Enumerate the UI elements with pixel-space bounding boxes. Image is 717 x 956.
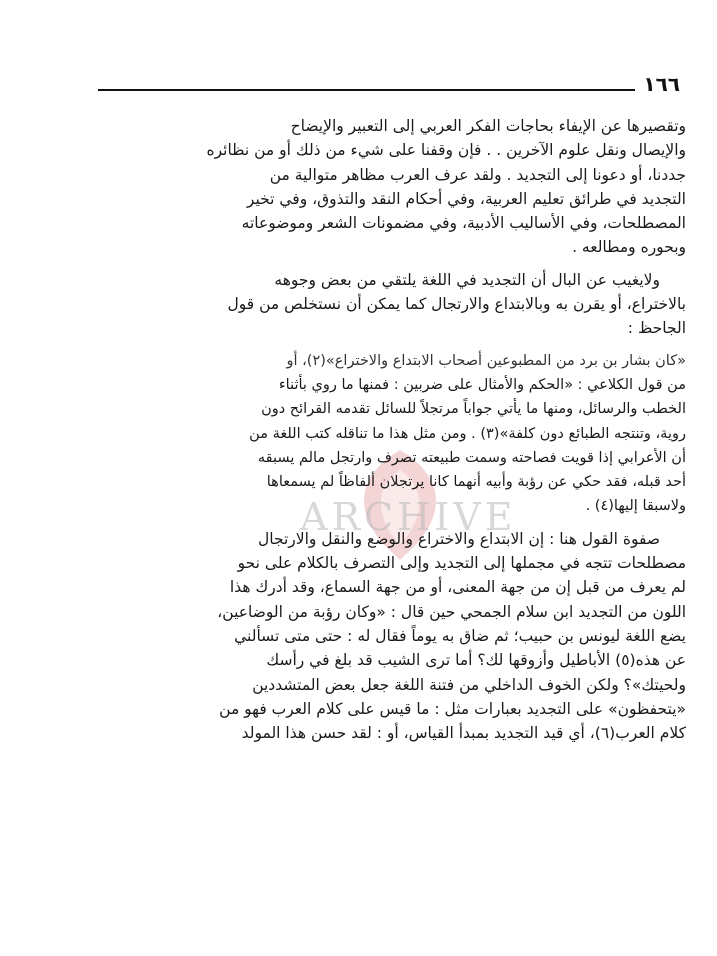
text-line: يضع اللغة ليونس بن حبيب؛ ثم ضاق به يوماً فقال له : حتى متى تسألني bbox=[234, 626, 686, 645]
text-line: «يتحفظون» على التجديد بعبارات مثل : ما قيس على كلام العرب فهو من bbox=[219, 699, 686, 718]
text-line: والإيصال ونقل علوم الآخرين . . فإن وقفنا على شيء من ذلك أو من نظائره bbox=[206, 141, 686, 160]
header-rule bbox=[98, 89, 635, 91]
paragraph-2 bbox=[98, 268, 686, 341]
text-line: روية، وتنتجه الطبائع دون كلفة»(٣) . ومن مثل هذا ما تناقله كتب اللغة من bbox=[249, 425, 686, 442]
text-line: أن الأعرابي إذا قويت فصاحته وسمت طبيعته تصرف وارتجل مالم يسبقه bbox=[257, 449, 686, 466]
text-line: اللون من التجديد ابن سلام الجمحي حين قال : «وكان رؤبة من الوضاعين، bbox=[217, 602, 686, 621]
text-line: ولايغيب عن البال أن التجديد في اللغة يلتقي من بعض وجوهه bbox=[274, 270, 660, 289]
text-line: الخطب والرسائل، ومنها ما يأتي جواباً مرتجلاً للسائل تقدمه القرائح دون bbox=[261, 401, 686, 418]
text-line: ولحيتك»؟ ولكن الخوف الداخلي من فتنة اللغة جعل بعض المتشددين bbox=[252, 675, 686, 694]
page-body bbox=[98, 114, 686, 745]
text-line: وتقصيرها عن الإيفاء بحاجات الفكر العربي إلى التعبير والإيضاح bbox=[290, 117, 686, 135]
paragraph-4 bbox=[98, 527, 686, 746]
text-line: كلام العرب(٦)، أي قيد التجديد بمبدأ القياس، أو : لقد حسن هذا المولد bbox=[241, 724, 686, 743]
page-number: ١٦٦ bbox=[643, 72, 680, 96]
text-line: جددنا، أو دعونا إلى التجديد . ولقد عرف العرب مظاهر متوالية من bbox=[269, 165, 686, 184]
watermark-text: ARCHIVE bbox=[300, 495, 517, 539]
quotation-block bbox=[98, 349, 686, 519]
text-line: عن هذه(٥) الأباطيل وأزوقها لك؟ أما ترى الشيب قد بلغ في رأسك bbox=[266, 651, 686, 670]
paragraph-1 bbox=[98, 114, 686, 260]
text-line: من قول الكلاعي : «الحكم والأمثال على ضربين : فمنها ما روي بأثناء bbox=[278, 376, 686, 393]
text-line: المصطلحات، وفي الأساليب الأدبية، وفي مضمونات الشعر وموضوعاته bbox=[241, 214, 686, 233]
text-line: مصطلحات تتجه في مجملها إلى التجديد وإلى التصرف بالكلام على نحو bbox=[237, 554, 686, 573]
text-line: التجديد في طرائق تعليم العربية، وفي أحكام النقد والتذوق، وفي تخير bbox=[246, 189, 686, 208]
text-line: ولاسبقا إليها(٤) . bbox=[585, 498, 686, 515]
text-line: أحد قبله، فقد حكي عن رؤبة وأبيه أنهما كانا يرتجلان ألفاظاً لم يسمعاها bbox=[266, 474, 686, 491]
page-header bbox=[98, 70, 680, 98]
text-line: لم يعرف من قبل إن من جهة المعنى، أو من جهة السماع، وقد أدرك هذا bbox=[229, 578, 686, 597]
text-line: الجاحظ : bbox=[627, 319, 686, 338]
text-line: وبحوره ومطالعه . bbox=[572, 238, 686, 257]
text-line: «كان بشار بن برد من المطبوعين أصحاب الابتداع والاختراع»(٢)، أو bbox=[286, 352, 686, 369]
text-line: بالاختراع، أو يقرن به وبالابتداع والارتجال كما يمكن أن نستخلص من قول bbox=[227, 295, 686, 314]
text-line: صفوة القول هنا : إن الابتداع والاختراع والوضع والنقل والارتجال bbox=[257, 529, 660, 548]
